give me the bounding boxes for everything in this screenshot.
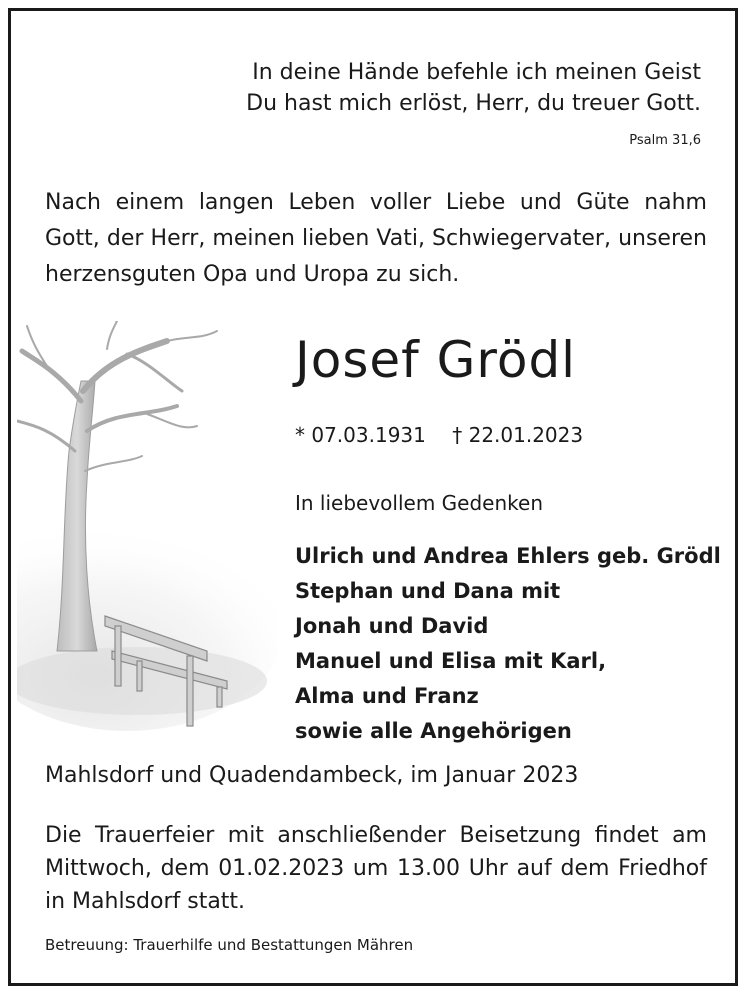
relative-line: Manuel und Elisa mit Karl, [295,649,607,673]
deceased-name: Josef Grödl [295,331,577,389]
ceremony-info: Die Trauerfeier mit anschließender Beisetzung findet am Mittwoch, dem 01.02.2023 um 13.00 Uhr auf dem Friedhof in Mahlsdorf statt. [45,823,707,914]
place-date: Mahlsdorf und Quadendambeck, im Januar 2023 [45,763,579,788]
birth-date: * 07.03.1931 [295,423,426,447]
memory-line: In liebevollem Gedenken [295,491,544,515]
relative-line: Stephan und Dana mit [295,579,561,603]
relative-line: sowie alle Angehörigen [295,719,572,743]
obituary-notice [8,8,738,986]
verse-source: Psalm 31,6 [629,133,701,148]
relative-line: Alma und Franz [295,684,479,708]
tree-and-bench-illustration [17,321,277,731]
relatives-list [295,539,721,749]
life-dates [295,423,603,447]
death-date: † 22.01.2023 [452,423,584,447]
verse-line-1: In deine Hände befehle ich meinen Geist [252,60,701,85]
relative-line: Jonah und David [295,614,489,638]
verse-line-2: Du hast mich erlöst, Herr, du treuer Gott. [246,91,701,116]
relative-line: Ulrich und Andrea Ehlers geb. Grödl [295,544,721,568]
funeral-care: Betreuung: Trauerhilfe und Bestattungen Mähren [45,936,414,954]
intro-text: Nach einem langen Leben voller Liebe und Güte nahm Gott, der Herr, meinen lieben Vati, Schwiegervater, unseren herzensguten Opa und Uropa zu sich. [45,190,707,287]
